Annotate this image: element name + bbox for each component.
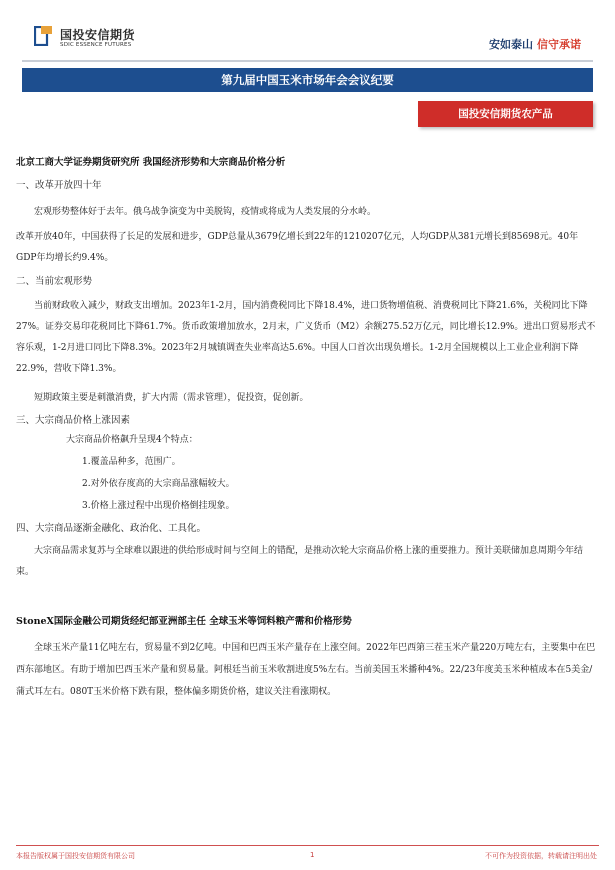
section1-sub2-p2: 短期政策主要是刺激消费，扩大内需（需求管理），促投资，促创新。 xyxy=(34,393,309,403)
list-item: 1.覆盖品种多，范围广。 xyxy=(82,457,181,467)
section1-sub1-p2: 改革开放40年，中国获得了长足的发展和进步，GDP总量从3679亿增长到22年的1210207亿元，人均GDP从381元增长到85698元。40年GDP年均增长约9.4%。 xyxy=(16,232,579,263)
section1-sub4-p1: 大宗商品需求复苏与全球难以跟进的供给形成时间与空间上的错配，是推动次轮大宗商品价格上涨的重要推力。预计美联储加息周期今年结束。 xyxy=(16,546,584,577)
logo-name-cn: 国投安信期货 xyxy=(60,28,136,42)
section1-sub1-p1: 宏观形势整体好于去年。俄乌战争演变为中美脱钩，疫情或将成为人类发展的分水岭。 xyxy=(34,207,377,217)
section1-sub2-p1: 当前财政收入减少，财政支出增加。2023年1-2月，国内消费税同比下降18.4%，进口货物增值税、消费税同比下降21.6%，关税同比下降27%。证券交易印花税同比下降61.7%。货币政策增加放水，2月末，广义货币（M2）余额275.52万亿元，同比增长12.9%。进出口贸易形式不容乐观，1-2月进口同比下降8.3%。2023年2月城镇调查失业率高达5.6%。中国人口首次出现负增长。1-2月全国规模以上工业企业利润下降22.9%，营收下降1.3%。 xyxy=(16,301,596,374)
section2-heading: StoneX国际金融公司期货经纪部亚洲部主任 全球玉米等饲料粮产需和价格形势 xyxy=(16,616,352,627)
footer-page-number: 1 xyxy=(310,851,315,859)
section1-sub3-intro: 大宗商品价格飙升呈现4个特点： xyxy=(66,435,198,445)
section1-heading: 北京工商大学证券期货研究所 我国经济形势和大宗商品价格分析 xyxy=(16,157,286,168)
footer-divider xyxy=(16,845,599,846)
slogan-part1: 安如泰山 xyxy=(489,38,533,51)
company-logo-icon xyxy=(34,26,52,46)
product-tag: 国投安信期货农产品 xyxy=(418,101,593,127)
page-header xyxy=(0,0,615,62)
footer-copyright: 本报告版权属于国投安信期货有限公司 xyxy=(16,852,135,860)
slogan-part2: 信守承诺 xyxy=(537,38,581,51)
section1-sub3-title: 三、大宗商品价格上涨因素 xyxy=(16,415,131,426)
footer-disclaimer: 不可作为投资依据，转载请注明出处 xyxy=(485,852,597,860)
section1-sub2-title: 二、当前宏观形势 xyxy=(16,276,93,287)
section1-sub1-title: 一、改革开放四十年 xyxy=(16,180,102,191)
section1-sub4-title: 四、大宗商品逐渐金融化、政治化、工具化。 xyxy=(16,523,207,534)
slogan xyxy=(489,36,581,52)
document-title: 第九届中国玉米市场年会会议纪要 xyxy=(22,68,593,92)
document-body xyxy=(16,152,596,703)
list-item: 3.价格上涨过程中出现价格倒挂现象。 xyxy=(82,501,235,511)
section2-p1: 全球玉米产量11亿吨左右，贸易量不到2亿吨。中国和巴西玉米产量存在上涨空间。2022年巴西第三茬玉米产量220万吨左右，主要集中在巴西东部地区。有助于增加巴西玉米产量和贸易量。阿根廷当前玉米收割进度5%左右。当前美国玉米播种4%。22/23年度美玉米种植成本在5美金/蒲式耳左右。080T玉米价格下跌有限，整体偏多期货价格，建议关注看涨期权。 xyxy=(16,643,596,697)
list-item: 2.对外依存度高的大宗商品涨幅较大。 xyxy=(82,479,235,489)
header-divider xyxy=(22,60,593,62)
logo-name-en: SDIC ESSENCE FUTURES xyxy=(60,42,132,48)
